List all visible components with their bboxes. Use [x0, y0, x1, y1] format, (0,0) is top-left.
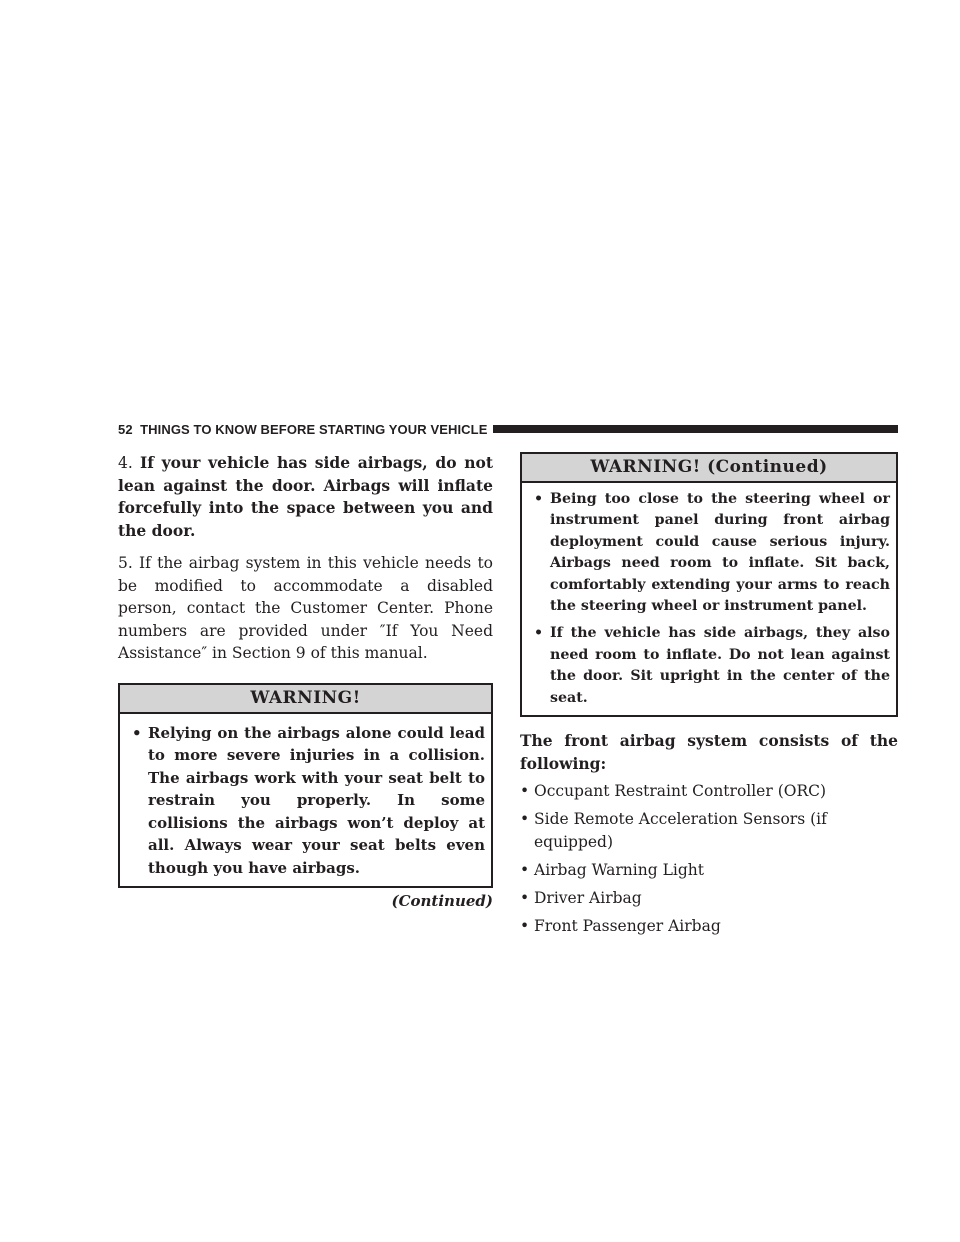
warning-continued-body	[522, 483, 896, 715]
warning-body	[120, 714, 491, 887]
continued-label: (Continued)	[391, 892, 493, 910]
bullet-icon: •	[534, 491, 544, 507]
warning-item	[126, 722, 485, 880]
bullet-icon: •	[534, 625, 544, 642]
list-item	[520, 887, 898, 910]
warning-continued-title: WARNING! (Continued)	[522, 454, 896, 483]
list-item-text: Occupant Restraint Controller (ORC)	[534, 782, 827, 801]
list-item	[520, 859, 898, 882]
bullet-icon: •	[520, 860, 530, 879]
page-number: 52	[118, 421, 133, 437]
bullet-icon: •	[520, 917, 530, 936]
warning-item	[528, 623, 890, 709]
warning-item-text: Relying on the airbags alone could lead to more severe injuries in a collision. The airbags work with your seat belt to restrain you properly. In some collisions the airbags won’t deploy at all. Always wear your seat belts even though you have airbags.	[148, 723, 485, 877]
section-title: THINGS TO KNOW BEFORE STARTING YOUR VEHICLE	[140, 421, 488, 437]
item-4-number: 4.	[118, 454, 133, 472]
bullet-icon: •	[520, 782, 530, 801]
warning-item-text: Being too close to the steering wheel or instrument panel during front airbag deployment could cause serious injury. Airbags need room to inflate. Sit back, comfortably extending your arms to reach the steering wheel or instrument panel.	[550, 491, 890, 615]
list-intro: The front airbag system consists of the following:	[520, 731, 898, 773]
bullet-icon: •	[520, 889, 530, 908]
right-column	[520, 452, 898, 944]
warning-box	[118, 683, 493, 889]
left-column	[118, 452, 493, 912]
list-item-text: Front Passenger Airbag	[534, 917, 721, 936]
item-5: 5. If the airbag system in this vehicle needs to be modified to accommodate a disabled person, contact the Customer Center. Phone numbers are provided under ″If You Need Assistance″ in Section 9 of this manual.	[118, 554, 493, 662]
list-item-text: Side Remote Acceleration Sensors (if equipped)	[534, 810, 827, 851]
warning-continued-box	[520, 452, 898, 717]
list-item	[520, 808, 898, 853]
list-item	[520, 915, 898, 938]
item-4	[118, 452, 493, 542]
warning-title: WARNING!	[120, 685, 491, 714]
component-list	[520, 780, 898, 938]
list-item	[520, 780, 898, 803]
warning-item-text: If the vehicle has side airbags, they also need room to inflate. Do not lean against the door. Sit upright in the center of the seat.	[550, 625, 890, 706]
warning-item	[528, 489, 890, 617]
list-item-text: Airbag Warning Light	[534, 860, 704, 879]
bullet-icon: •	[132, 723, 142, 742]
page-header	[118, 420, 898, 438]
item-4-text: If your vehicle has side airbags, do not lean against the door. Airbags will inflate forcefully into the space between you and the door.	[118, 453, 494, 540]
page-header-text	[118, 422, 487, 437]
header-rule	[493, 425, 898, 433]
list-item-text: Driver Airbag	[534, 889, 642, 908]
bullet-icon: •	[520, 810, 530, 829]
